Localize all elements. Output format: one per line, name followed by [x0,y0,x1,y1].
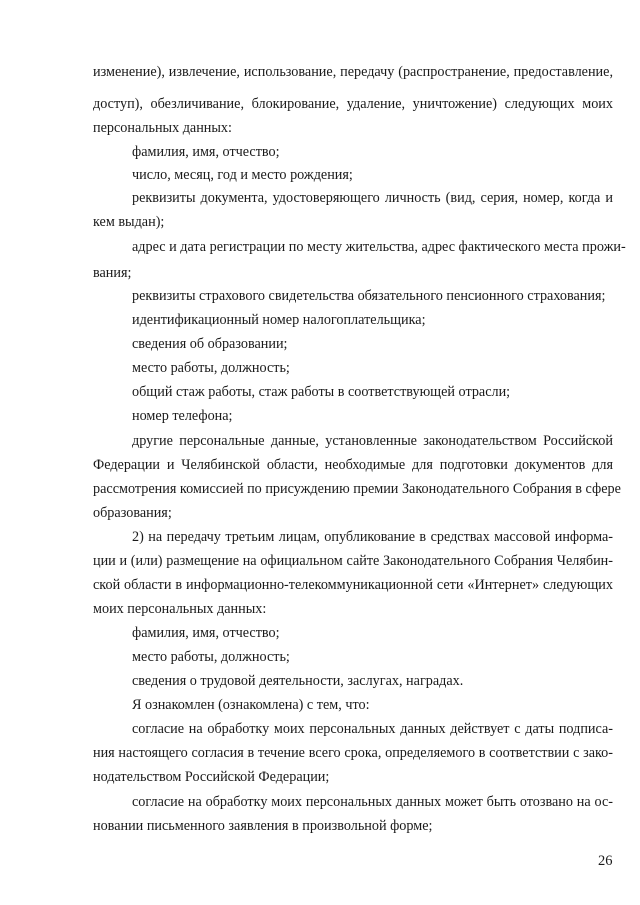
list-item: сведения об образовании; [132,336,288,352]
text-line: изменение), извлечение, использование, передачу (распространение, предоставление, [93,64,613,80]
text-line: персональных данных: [93,120,232,136]
list-item: номер телефона; [132,408,233,424]
list-item: другие персональные данные, установленные законодательством Российской [132,433,613,449]
paragraph-line: Я ознакомлен (ознакомлена) с тем, что: [132,697,370,713]
text-line: рассмотрения комиссией по присуждению премии Законодательного Собрания в сфере [93,481,621,497]
text-line: Федерации и Челябинской области, необходимые для подготовки документов для [93,457,613,473]
text-line: вания; [93,265,132,281]
list-item: реквизиты страхового свидетельства обязательного пенсионного страхования; [132,288,606,304]
list-item: число, месяц, год и место рождения; [132,167,353,183]
list-item: общий стаж работы, стаж работы в соответствующей отрасли; [132,384,511,400]
list-item: место работы, должность; [132,649,290,665]
paragraph-line: 2) на передачу третьим лицам, опубликование в средствах массовой информа- [132,529,613,545]
list-item: фамилия, имя, отчество; [132,625,280,641]
text-line: нодательством Российской Федерации; [93,769,330,785]
list-item: фамилия, имя, отчество; [132,144,280,160]
text-line: моих персональных данных: [93,601,267,617]
text-line: ской области в информационно-телекоммуникационной сети «Интернет» следующих [93,577,613,593]
list-item: согласие на обработку моих персональных данных действует с даты подписа- [132,721,613,737]
list-item: согласие на обработку моих персональных данных может быть отозвано на ос- [132,794,613,810]
text-line: новании письменного заявления в произвольной форме; [93,818,433,834]
text-line: ния настоящего согласия в течение всего срока, определяемого в соответствии с зако- [93,745,613,761]
text-line: ции и (или) размещение на официальном сайте Законодательного Собрания Челябин- [93,553,613,569]
list-item: реквизиты документа, удостоверяющего личность (вид, серия, номер, когда и [132,190,613,206]
list-item: сведения о трудовой деятельности, заслугах, наградах. [132,673,464,689]
list-item: идентификационный номер налогоплательщика; [132,312,426,328]
text-line: доступ), обезличивание, блокирование, удаление, уничтожение) следующих моих [93,96,613,112]
list-item: адрес и дата регистрации по месту жительства, адрес фактического места прожи- [132,239,626,255]
text-line: кем выдан); [93,214,165,230]
page-number: 26 [598,853,613,869]
text-line: образования; [93,505,172,521]
list-item: место работы, должность; [132,360,290,376]
